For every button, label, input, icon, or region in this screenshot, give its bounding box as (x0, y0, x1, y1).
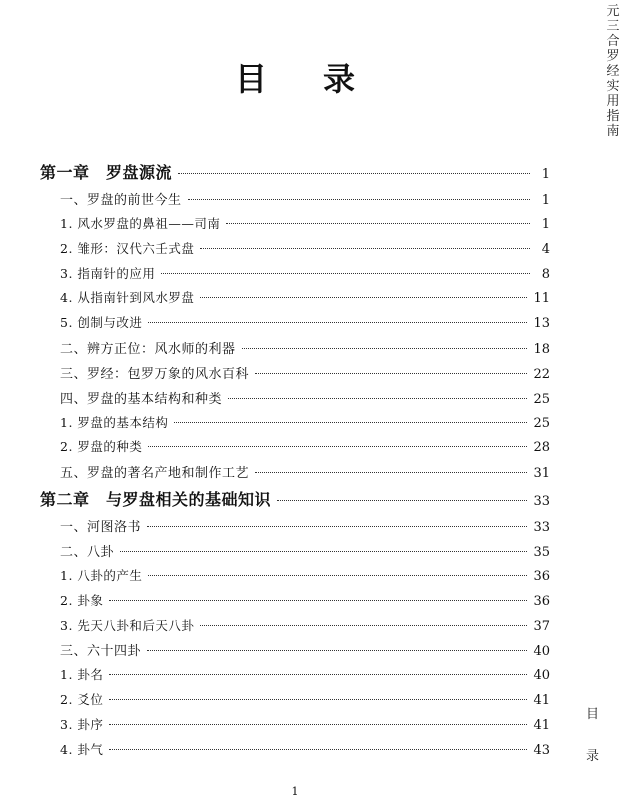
dot-leader (226, 223, 530, 224)
toc-entry-label: 第二章 与罗盘相关的基础知识 (40, 490, 272, 510)
toc-chapter-entry (40, 487, 550, 516)
page-number: 1 (291, 785, 299, 798)
toc-entry-page: 35 (533, 544, 550, 560)
toc-entry-label: 2. 罗盘的种类 (60, 439, 143, 455)
toc-entry-page: 4 (541, 241, 550, 257)
toc-entry-label: 2. 卦象 (60, 592, 104, 608)
toc-entry (40, 715, 550, 740)
toc-entry-page: 31 (533, 466, 550, 482)
toc-entry (40, 462, 550, 487)
toc-entry (40, 338, 550, 363)
toc-entry (40, 413, 550, 438)
toc-entry-label: 1. 罗盘的基本结构 (60, 414, 169, 430)
toc-entry-label: 2. 爻位 (60, 692, 104, 708)
toc-entry-label: 1. 八卦的产生 (60, 567, 143, 583)
toc-entry (40, 690, 550, 715)
side-mark-bottom: 录 (585, 749, 599, 764)
toc-entry-page: 18 (533, 342, 550, 358)
toc-entry (40, 566, 550, 591)
dot-leader (120, 551, 527, 552)
toc-entry-label: 一、罗盘的前世今生 (60, 193, 182, 208)
dot-leader (161, 273, 530, 274)
toc-entry-label: 四、罗盘的基本结构和种类 (60, 391, 223, 407)
toc-entry-page: 1 (541, 193, 550, 208)
toc-chapter-entry (40, 160, 550, 189)
dot-leader (200, 297, 527, 298)
dot-leader (174, 422, 527, 423)
dot-leader (147, 650, 527, 651)
toc-entry-page: 33 (533, 520, 550, 536)
dot-leader (148, 575, 527, 576)
toc-entry (40, 288, 550, 313)
toc-entry-page: 25 (533, 415, 550, 431)
toc-entry-label: 五、罗盘的著名产地和制作工艺 (60, 466, 250, 482)
dot-leader (109, 749, 527, 750)
toc-entry (40, 516, 550, 541)
toc-entry-label: 3. 指南针的应用 (60, 265, 156, 281)
toc-entry-page: 40 (533, 644, 550, 660)
dot-leader (188, 199, 530, 200)
toc-entry (40, 363, 550, 388)
toc-entry-page: 37 (533, 618, 550, 634)
toc-entry-label: 2. 雏形：汉代六壬式盘 (60, 240, 195, 256)
toc-entry-page: 40 (533, 668, 550, 684)
toc-entry-label: 1. 风水罗盘的鼻祖——司南 (60, 215, 221, 231)
toc-entry (40, 189, 550, 214)
toc-entry-label: 5. 创制与改进 (60, 315, 143, 331)
page-title: 目录 (234, 60, 411, 98)
toc-entry-page: 25 (533, 391, 550, 407)
toc-entry-label: 二、八卦 (60, 544, 115, 560)
toc-entry-page: 8 (541, 266, 550, 282)
dot-leader (228, 398, 527, 399)
toc-entry-page: 22 (533, 366, 550, 382)
toc-entry-page: 36 (533, 593, 550, 609)
toc-entry (40, 740, 550, 765)
dot-leader (148, 322, 527, 323)
dot-leader (255, 472, 527, 473)
toc-entry (40, 616, 550, 641)
table-of-contents (40, 160, 550, 765)
toc-entry (40, 264, 550, 289)
dot-leader (242, 348, 528, 349)
toc-entry-label: 三、六十四卦 (60, 644, 142, 660)
dot-leader (109, 724, 527, 725)
dot-leader (148, 446, 527, 447)
toc-entry (40, 591, 550, 616)
toc-entry-label: 二、辨方正位：风水师的利器 (60, 342, 236, 358)
toc-entry-page: 41 (533, 693, 550, 709)
toc-entry-page: 11 (533, 291, 550, 307)
toc-entry-page: 43 (533, 742, 550, 758)
toc-entry (40, 214, 550, 239)
toc-entry-page: 41 (533, 717, 550, 733)
dot-leader (109, 600, 527, 601)
dot-leader (109, 699, 527, 700)
toc-entry-page: 36 (533, 568, 550, 584)
toc-entry (40, 665, 550, 690)
toc-entry-page: 1 (541, 216, 550, 232)
dot-leader (109, 674, 527, 675)
side-mark-top: 目 (585, 707, 599, 722)
dot-leader (200, 248, 530, 249)
toc-entry (40, 239, 550, 264)
toc-entry-page: 13 (533, 316, 550, 332)
dot-leader (277, 500, 527, 501)
toc-entry-page: 28 (533, 440, 550, 456)
toc-entry-page: 1 (541, 167, 550, 182)
toc-entry-label: 3. 卦序 (60, 716, 104, 732)
toc-entry-label: 4. 卦气 (60, 741, 104, 757)
toc-entry-page: 33 (533, 494, 550, 510)
toc-entry-label: 三、罗经：包罗万象的风水百科 (60, 366, 250, 382)
toc-entry-label: 第一章 罗盘源流 (40, 163, 173, 182)
toc-entry (40, 541, 550, 566)
side-running-title: 元三合罗经实用指南 (606, 4, 620, 139)
toc-entry-label: 4. 从指南针到风水罗盘 (60, 290, 195, 306)
toc-entry-label: 1. 卦名 (60, 667, 104, 683)
toc-entry (40, 437, 550, 462)
dot-leader (200, 625, 527, 626)
dot-leader (255, 373, 527, 374)
toc-entry (40, 313, 550, 338)
toc-entry (40, 640, 550, 665)
toc-entry-label: 一、河图洛书 (60, 520, 142, 536)
toc-entry (40, 388, 550, 413)
toc-entry-label: 3. 先天八卦和后天八卦 (60, 617, 195, 633)
dot-leader (147, 526, 527, 527)
dot-leader (178, 173, 530, 174)
